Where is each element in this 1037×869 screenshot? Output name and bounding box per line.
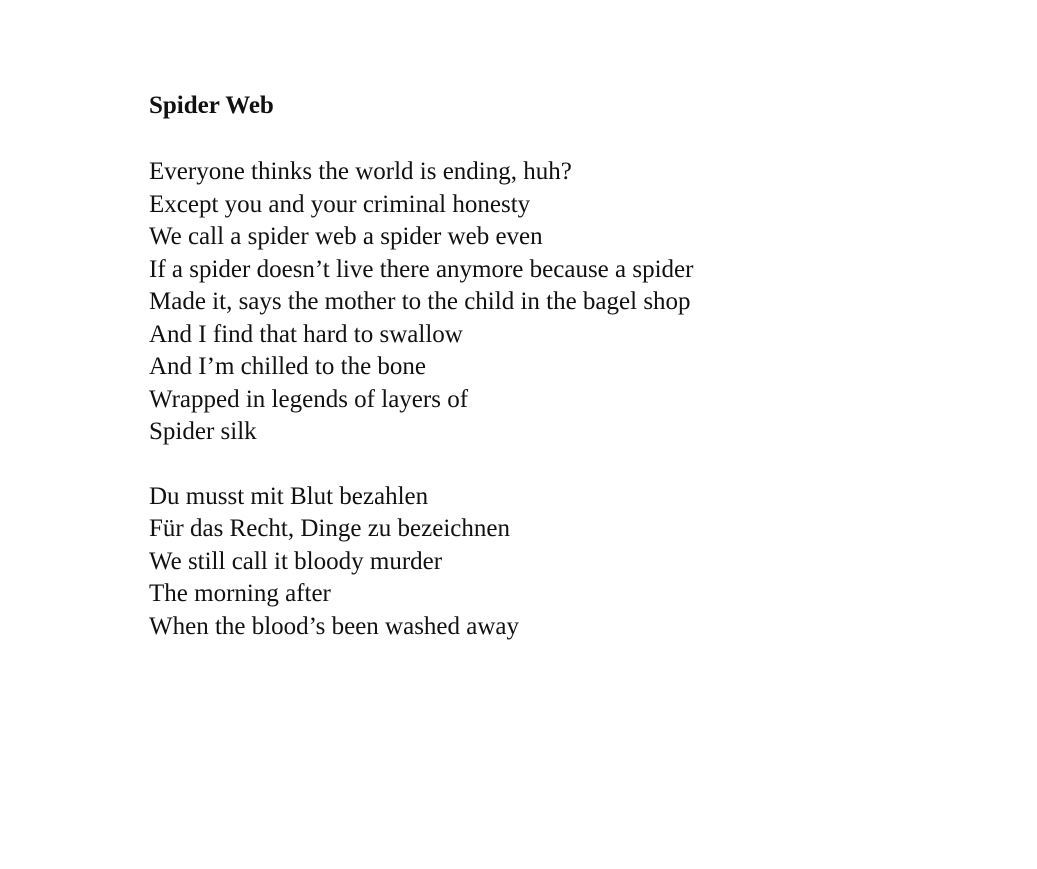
stanza-2 [149,481,909,644]
poem-line: The morning after [149,580,331,607]
poem-line: And I’m chilled to the bone [149,353,427,380]
poem-line: Everyone thinks the world is ending, huh? [149,158,572,185]
poem-line: Made it, says the mother to the child in the bagel shop [149,288,691,315]
poem-line: We still call it bloody murder [149,547,443,575]
poem-line: When the blood’s been washed away [149,612,520,640]
poem-line: We call a spider web a spider web even [149,223,543,250]
poem-line: Spider silk [149,418,257,445]
poem-line: If a spider doesn’t live there anymore because a spider [149,255,694,283]
poem-line: And I find that hard to swallow [149,320,463,348]
poem-line: Wrapped in legends of layers of [149,385,469,413]
document-page [149,90,909,675]
poem-line: Du musst mit Blut bezahlen [149,482,429,510]
poem-title: Spider Web [149,92,274,119]
poem-line: Except you and your criminal honesty [149,190,531,218]
stanza-1 [149,156,909,449]
poem-line: Für das Recht, Dinge zu bezeichnen [149,515,510,542]
